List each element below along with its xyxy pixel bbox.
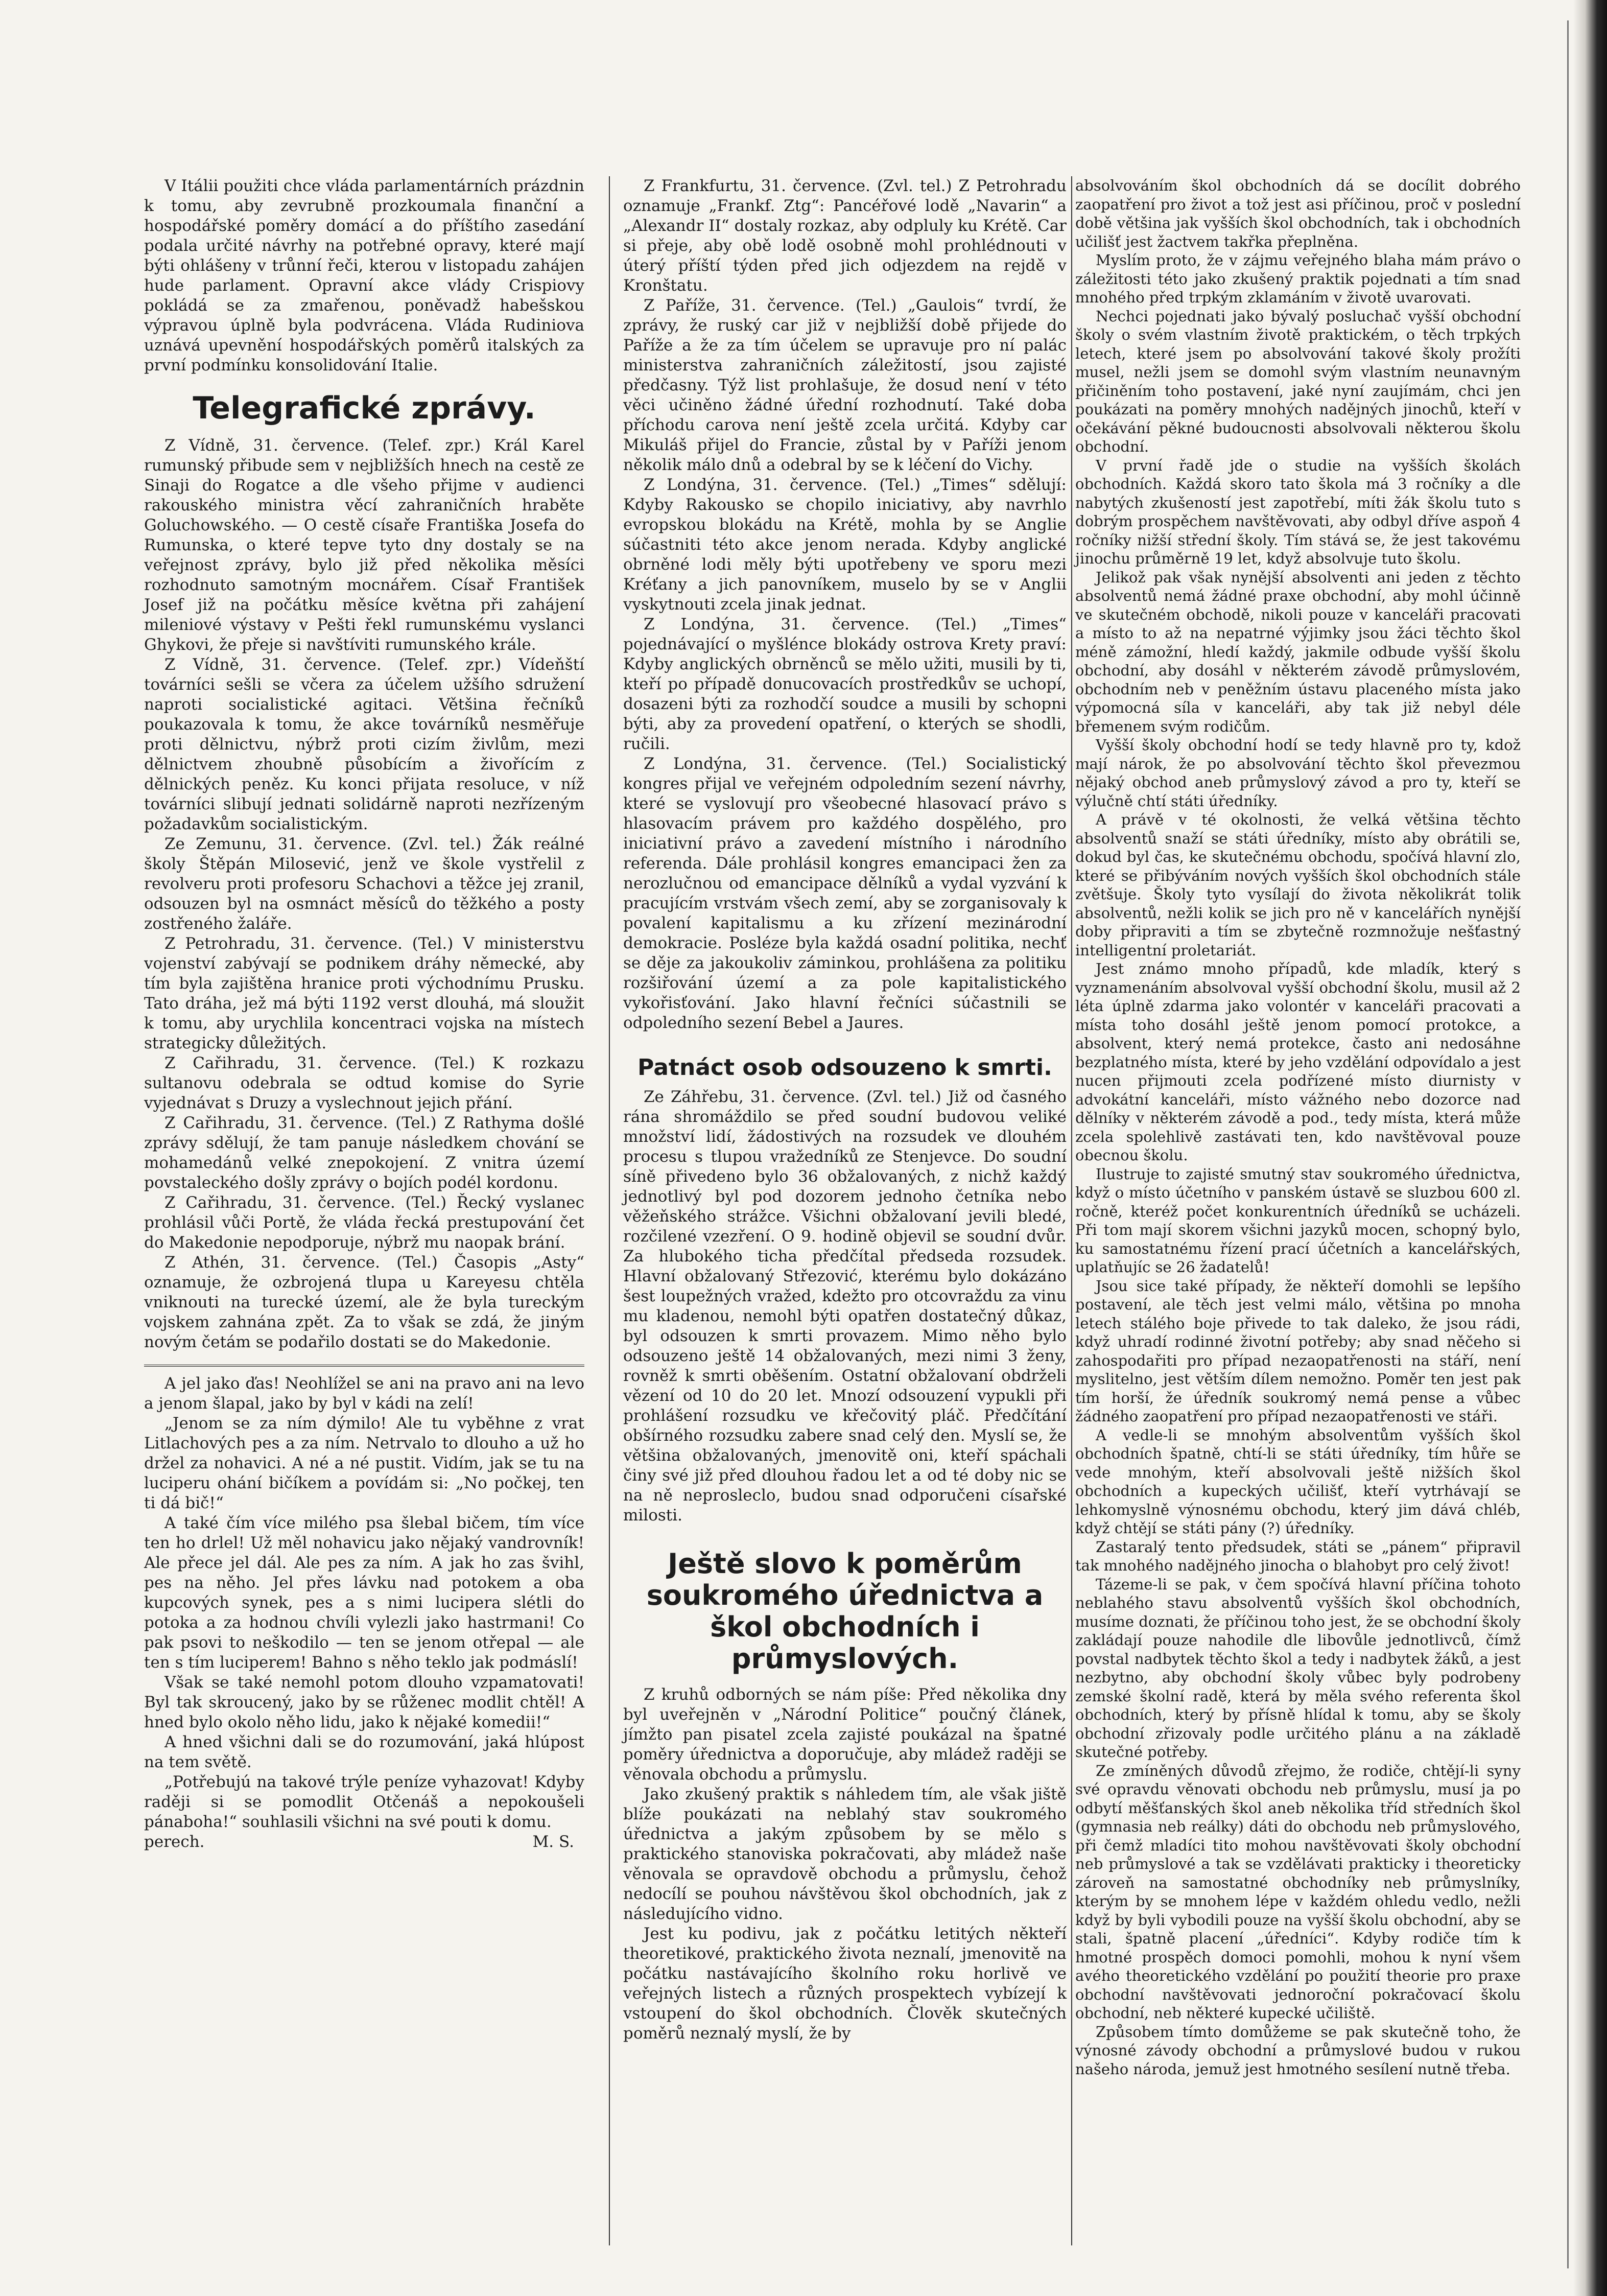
- news-london-1: Z Londýna, 31. července. (Tel.) „Times“ sdělují: Kdyby Rakousko se chopilo iniciativy, aby navrhlo evropskou blokádu na Krétě, mohla by se Anglie súčastniti této akce jenom nerada. Kdyby anglické obrněné lodi měly býti upotřebeny ve sporu mezi Kréťany a jich panovníkem, muselo by se v Anglii vyskytnouti zcela jinak jednat.: [623, 476, 1067, 614]
- feuilleton-signature-line: [144, 1832, 584, 1852]
- news-carihrad-2: Z Cařihradu, 31. července. (Tel.) Z Rathyma došlé zprávy sdělují, že tam panuje následkem chování se mohamedánů velké znepokojení. Z vnitra území povstaleckého došly zprávy o bojích podél kordonu.: [144, 1114, 584, 1192]
- article-clerks-para: Způsobem tímto domůžeme se pak skutečně toho, že výnosné závody obchodní a průmyslové budou v rukou našeho národa, jemuž jest hmotného sesílení nutně třeba.: [1075, 2023, 1521, 2078]
- feuilleton-para: „Jenom se za ním dýmilo! Ale tu vyběhne z vrat Litlachových pes a za ním. Netrvalo to dlouho a už ho držel za nohavici. A né a né pustit. Vidím, jak se tu na luciperu ohání bičíkem a povídám si: „No počkej, ten ti dá bič!“: [144, 1414, 584, 1512]
- column-2: [623, 176, 1067, 2044]
- article-clerks-para: Jest ku podivu, jak z počátku letitých někteří theoretikové, praktického života neznalí, jmenovitě na počátku nastávajícího školního roku horlivě ve veřejných listech a různých prospektech vybízejí k vstoupení do škol obchodních. Člověk skutečných poměrů neznalý myslí, že by: [623, 1925, 1067, 2043]
- article-heading-clerks: Ještě slovo k poměrům soukromého úřednictva a škol obchodních i průmyslových.: [646, 1548, 1044, 1675]
- article-clerks-para: Jsou sice také případy, že někteří domohli se lepšího postavení, ale těch jest velmi málo, většina po mnoha letech stálého boje přivede to tak daleko, že jsou rádi, když uhradí rodinné životní potřeby; aby snad něčeho si zahospodařiti pro případ nezaopatřenosti na stáří, není myslitelno, jest větším dílem nemožno. Poměr ten jest pak tím horší, že úředník soukromý nemá pense a vůbec žádného zaopatření pro případ nezaopatřenosti ve stáři.: [1075, 1277, 1521, 1425]
- news-vienna-2: Z Vídně, 31. července. (Telef. zpr.) Vídeňští továrníci sešli se včera za účelem užšího sdružení naproti socialistické agitaci. Většina řečníků poukazovala k tomu, že akce továrníků nesměřuje proti dělnictvu, nýbrž proti cizím živlům, mezi dělnictvem zhoubně působícím a živořícím z dělnických peněz. Ku konci přijata resoluce, v níž továrníci slibují jednati solidárně naproti nezřízeným požadavkům socialistickým.: [144, 655, 584, 833]
- feuilleton-para: A hned všichni dali se do rozumování, jaká hlúpost na tem světě.: [144, 1733, 584, 1771]
- article-clerks-para: absolvováním škol obchodních dá se docílit dobrého zaopatření pro život a tož jest asi příčinou, proč v poslední době většina jak vyšších škol obchodních, tak i obchodních učilišť jest žactvem takřka přeplněna.: [1075, 177, 1521, 250]
- article-clerks-para: Jest známo mnoho případů, kde mladík, který s vyznamenáním absolvoval vyšší obchodní školu, musil až 2 léta úplně zdarma jako volontér v kanceláři pracovati a místa toho dosáhl ještě jenom pomocí protokce, a absolvent, který nemá protekce, často ani nedosáhne bezplatného místa, které by jeho vzdělání odpovídalo a jest nucen přijmouti zcela podřízené místo diurnisty v advokátní kanceláři, místo vážného nebo dozorce nad dělníky v některém závodě a pod., tedy místa, která může zcela spolehlivě zastávati ten, kdo navštěvoval pouze obecnou školu.: [1075, 960, 1521, 1164]
- article-clerks-para: Myslím proto, že v zájmu veřejného blaha mám právo o záležitosti této jako zkušený praktik pojednati a tím snad mnohého před trpkým zklamáním v životě uvarovati.: [1075, 251, 1521, 306]
- news-athens: Z Athén, 31. července. (Tel.) Časopis „Asty“ oznamuje, že ozbrojená tlupa u Kareyesu chtěla vniknouti na turecké území, ale že byla tureckým vojskem zahnána zpět. Za to však se zdá, že jiným novým četám se podařilo dostati se do Makedonie.: [144, 1253, 584, 1351]
- feuilleton-para: „Potřebujú na takové trýle peníze vyhazovat! Kdyby raději si se pomodlit Otčenáš a nepokoušeli pánaboha!“ souhlasili všichni na své pouti k domu.: [144, 1773, 584, 1831]
- column-separator-1: [609, 176, 610, 2245]
- article-clerks-para: Tázeme-li se pak, v čem spočívá hlavní příčina tohoto neblahého stavu absolventů vyšších škol obchodních, musíme doznati, že příčinou toho jest, že se obchodní školy zakládají pouze nahodile dle libovůle jednotlivců, čímž povstal nadbytek těchto škol a tedy i nadbytek žáků, a jest nezbytno, aby obchodní školy vůbec byly podrobeny zemské školní radě, která by měla svého referenta škol obchodních, který by přísně hlídal k tomu, aby se školy obchodní zřizovaly podle určitého plánu a na základě skutečné potřeby.: [1075, 1575, 1521, 1761]
- article-clerks-para: V první řadě jde o studie na vyšších školách obchodních. Každá skoro tato škola má 3 ročníky a dle nabytých zkušeností jest zapotřebí, míti žák školu tuto s dobrým prospěchem navštěvovati, aby odbyl dříve aspoň 4 ročníky nižší střední školy. Tím stává se, že jest takovému jinochu průměrně 19 let, když absolvuje tuto školu.: [1075, 456, 1521, 567]
- news-paris: Z Paříže, 31. července. (Tel.) „Gaulois“ tvrdí, že zprávy, že ruský car již v nejbližší době přijede do Paříže a že za tím účelem se upravuje pro ní palác ministerstva zahraničních záležitostí, jsou zajisté předčasny. Týž list prohlašuje, že dosud není v této věci učiněno žádné úřední rozhodnutí. Také doba příchodu carova není ještě zcela určitá. Kdyby car Mikuláš přijel do Francie, zůstal by v Paříži jenom několik málo dnů a odebral by se k léčení do Vichy.: [623, 296, 1067, 474]
- news-frankfurt: Z Frankfurtu, 31. července. (Zvl. tel.) Z Petrohradu oznamuje „Frankf. Ztg“: Pancéřové lodě „Navarin“ a „Alexandr II“ dostaly rozkaz, aby odpluly ku Krétě. Car si přeje, aby obě lodě osobně mohl prohlédnouti v úterý příští týden před jich odjezdem na rejdě v Kronštatu.: [623, 177, 1067, 295]
- feuilleton-para: Však se také nemohl potom dlouho vzpamatovati! Byl tak skroucený, jako by se růženec modlit chtěl! A hned bylo okolo něho lidu, jako k nějaké komedii!“: [144, 1673, 584, 1731]
- feuilleton-rule: [144, 1365, 584, 1367]
- column-separator-2: [1071, 176, 1072, 2245]
- article-clerks-para: Ze zmíněných důvodů zřejmo, že rodiče, chtějí-li syny své opravdu věnovati obchodu neb průmyslu, musí ja po odbytí měšťanských škol aneb několika tříd středních škol (gymnasia neb reálky) dáti do obchodu neb průmyslového, při čemž mladíci tito mohou navštěvovati školy obchodní neb průmyslové a tak se vzdělávati prakticky i theoreticky zároveň na samostatné obchodníky neb průmyslníky, kterým by se mnohem lépe v každém ohledu vedlo, nežli když by byli vybodili pouze na vyšší školu obchodní, aby se stali, špatně placení „úředníci“. Kdyby rodiče tím k hmotné prospěch domoci pomohli, mohou k nyní všem avého theoretického vzdělání po použití theorie pro praxe obchodní navštěvovati jednoroční pokračovací školu obchodní, neb některé kupecké učiliště.: [1075, 1762, 1521, 2022]
- page-edge-line: [1567, 20, 1569, 2268]
- feuilleton-end: perech.: [144, 1833, 205, 1851]
- article-clerks-para: Jelikož pak však nynější absolventi ani jeden z těchto absolventů nemá žádné praxe obchodní, aby mohl účinně ve skutečném obchodě, nikoli pouze v kanceláři pracovati a místo to až na nepatrné výjimky jsou žáci těchto škol méně zámožní, hledí každý, jakmile odbude vyšší školu obchodní, aby dosáhl v některém závodě průmyslovém, obchodním neb v peněžním ústavu placeného místa jako výpomocná síla v kanceláři, aby tak již nebyl déle břemenem svým rodičům.: [1075, 568, 1521, 735]
- article-clerks-para: Jako zkušený praktik s náhledem tím, ale však jiště blíže poukázati na neblahý stav soukromého úřednictva a jakým způsobem by se mělo s praktického stanoviska pokračovati, aby mládež naše věnovala se opravdově obchodu a průmyslu, čehož nedocílí se pouhou návštěvou škol obchodních, jak z následujícího vidno.: [623, 1785, 1067, 1923]
- article-clerks-para: Ilustruje to zajisté smutný stav soukromého úřednictva, když o místo účetního v panském ústavě se sluzbou 600 zl. ročně, kteréž počet konkurentních úředníků se ucházeli. Při tom mají skorem všichni jazyků mocen, schopný bylo, ku samostatnému řízení prací účetních a kancelářských, uplatňujíc se 26 žadatelů!: [1075, 1165, 1521, 1276]
- death-sentence-heading: Patnáct osob odsouzeno k smrti.: [637, 1055, 1052, 1081]
- telegraphic-news-heading: Telegrafické zprávy.: [193, 390, 536, 426]
- news-vienna-1: Z Vídně, 31. července. (Telef. zpr.) Král Karel rumunský přibude sem v nejbližších hnech na cestě ze Sinaji do Rogatce a dle všeho přijme v audienci rakouského ministra věcí zahraničních hraběte Goluchowského. — O cestě císaře Františka Josefa do Rumunska, o které tepve tyto dny dostaly se na veřejnost zprávy, bylo již před několika měsíci rozhodnuto samotným mocnářem. Císař František Josef již na počátku měsíce května při zahájení mileniové výstavy v Pešti řekl rumunskému vyslanci Ghykovi, že přeje si navštíviti rumunského krále.: [144, 436, 584, 654]
- article-clerks-para: Nechci pojednati jako bývalý posluchač vyšší obchodní školy o svém vlastním životě praktickém, o těch trpkých letech, které jsem po absolvování takové školy prožíti musel, nežli jsem se domohl svým vlastním neunavným přičiněním toho postavení, jaké nyní zaujímám, chci jen poukázati na poměry mnohých nadějných jinochů, kteří v očekávání pěkné budoucnosti absolvovali některou školu obchodní.: [1075, 307, 1521, 455]
- feuilleton-para: A jel jako ďas! Neohlížel se ani na pravo ani na levo a jenom šlapal, jako by byl v kádi na zelí!: [144, 1374, 584, 1413]
- article-clerks-para: A vedle-li se mnohým absolventům vyšších škol obchodních špatně, chtí-li se státi úředníky, tím hůře se vede mnohým, kteří absolvovali ještě nižších škol obchodních a kupeckých učilišť, kteří vytrhávají se lehkomyslně výnosnému obchodu, který jim dává chléb, když chtějí se státi pány (?) úředníky.: [1075, 1426, 1521, 1537]
- article-clerks-para: Vyšší školy obchodní hodí se tedy hlavně pro ty, kdož mají nárok, že po absolvování těchto škol převezmou nějaký obchod aneb průmyslový závod a pro ty, kteří se výlučně chtí státi úředníky.: [1075, 736, 1521, 810]
- news-zagreb: Ze Záhřebu, 31. července. (Zvl. tel.) Již od časného rána shromáždilo se před soudní budovou veliké množství lidí, žádostivých na rozsudek ve dlouhém procesu s tlupou vražedníků ze Stenjevce. Do soudní síně přivedeno bylo 36 obžalovaných, z nichž každý jednotlivý byl pod dozorem jednoho četníka nebo věžeňského strážce. Všichni obžalovaní jevili bledé, rozčilené vzezření. O 9. hodině objevil se soudní dvůr. Za hlubokého ticha předčítal předseda rozsudek. Hlavní obžalovaný Střezović, kterému bylo dokázáno šest loupežných vražed, kdežto pro otcovraždu za vinu mu kladenou, nemohl býti opatřen dostatečný důkaz, byl odsouzen k smrti provazem. Mimo něho bylo odsouzeno ještě 14 obžalovaných, mezi nimi 3 ženy, rovněž k smrti oběšením. Ostatní obžalovaní obdrželi vězení od 10 do 20 let. Mnozí odsouzení vypukli při prohlášení rozsudku ve křečovitý pláč. Předčítání obšírného rozsudku zabere snad celý den. Myslí se, že většina obžalovaných, jmenovitě oni, kteří spáchali činy své již před dlouhou řadou let a od té doby nic se na ně neprosleclo, budou snad odporučeni císařské milosti.: [623, 1088, 1067, 1525]
- news-carihrad-3: Z Cařihradu, 31. července. (Tel.) Řecký vyslanec prohlásil vůči Portě, že vláda řecká prestupování čet do Makedonie nepodporuje, nýbrž mu naopak brání.: [144, 1193, 584, 1252]
- feuilleton-signature: M. S.: [532, 1833, 574, 1851]
- page-edge-shadow: [1573, 0, 1607, 2296]
- news-carihrad-1: Z Cařihradu, 31. července. (Tel.) K rozkazu sultanovu odebrala se odtud komise do Syrie vyjednávat s Druzy a vyslechnout jejich přání.: [144, 1054, 584, 1112]
- news-petrohrad: Z Petrohradu, 31. července. (Tel.) V ministerstvu vojenství zabývají se podnikem dráhy německé, aby tím byla zajištěna hranice proti východnímu Prusku. Tato dráha, jež má býti 1192 verst dlouhá, má sloužit k tomu, aby urychlila koncentraci vojska na místech strategicky důležitých.: [144, 934, 584, 1052]
- news-london-2: Z Londýna, 31. července. (Tel.) „Times“ pojednávající o myšlénce blokády ostrova Krety praví: Kdyby anglických obrněnců se mělo užiti, musili by ti, kteří po případě donucovacích prostředkův se uchopí, dosazeni býti za rozhodčí soudce a musili by schopni býti, aby za provedení opatření, o kterých se shodli, ručili.: [623, 615, 1067, 753]
- article-clerks-para: Zastaralý tento předsudek, státi se „pánem“ připravil tak mnohého nadějného jinocha o blahobyt pro celý život!: [1075, 1538, 1521, 1574]
- article-italy: V Itálii použiti chce vláda parlamentárních prázdnin k tomu, aby zevrubně prozkoumala finanční a hospodářské poměry domácí a do příštího zasedání podala určité návrhy na potřebné opravy, které mají býti ohlášeny v trůnní řeči, kterou v listopadu zahájen hude parlament. Opravní akce vlády Crispiovy pokládá se za zmařenou, poněvadž habešskou výpravou úplně byla podvrácena. Vláda Rudiniova uznává upevnění hospodářských poměrů italských za první podmínku konsolidování Italie.: [144, 177, 584, 374]
- feuilleton-para: A také čím více milého psa šlebal bičem, tím více ten ho drlel! Už měl nohavicu jako nějaký vandrovník! Ale přece jel dál. Ale pes za ním. A jak ho zas švihl, pes na něho. Jel přes lávku nad potokem a oba kupcových synek, pes a s nimi lucipera slétli do potoka a za hodnou chvíli vylezli jako hastrmani! Co pak psovi to neškodilo — ten se jenom otřepal — ale ten s tím luciperem! Bahno s něho teklo jak podmáslí!: [144, 1514, 584, 1672]
- article-clerks-para: Z kruhů odborných se nám píše: Před několika dny byl uveřejněn v „Národní Politice“ poučný článek, jímžto pan pisatel zcela zajisté poukázal na špatné poměry úřednictva a doporučuje, aby mládež raději se věnovala obchodu a průmyslu.: [623, 1685, 1067, 1784]
- column-3: [1075, 176, 1521, 2078]
- news-london-3: Z Londýna, 31. července. (Tel.) Socialistický kongres přijal ve veřejném odpoledním sezení návrhy, které se vyslovují pro všeobecné hlasovací právo s hlasovacím právem pro každého dospělého, pro iniciativní právo a zavedení místního i národního referenda. Dále prohlásil kongres emancipaci žen za nerozlučnou od emancipace dělníků a vydal vyzvání k pracujícím vrstvám všech zemí, aby se zorganisovaly k povalení kapitalismu a ku zřízení mezinárodní demokracie. Posléze byla každá osadní politika, nechť se děje za jakoukoliv záminkou, prohlášena za politiku rozšiřování území a za pole kapitalistického vykořisťování. Jako hlavní řečníci súčastnili se odpoledního sezení Bebel a Jaures.: [623, 755, 1067, 1032]
- article-clerks-para: A právě v té okolnosti, že velká většina těchto absolventů snaží se státi úředníky, místo aby obrátili se, dokud byl čas, ke skutečnému obchodu, spočívá hlavní zlo, které se přibýváním nových vyšších škol obchodních stále zvětšuje. Školy tyto vysílají do života několikrát tolik absolventů, nežli kolik se jich pro ně v kancelářích nynější doby připraviti a tím se zbytečně rozmnožuje nešťastný intelligentní proletariát.: [1075, 811, 1521, 959]
- column-1: [144, 176, 584, 1852]
- news-zemun: Ze Zemunu, 31. července. (Zvl. tel.) Žák reálné školy Štěpán Milosević, jenž ve škole vystřelil z revolveru proti profesoru Schachovi a těžce jej zranil, odsouzen byl na osmnáct měsíců do těžkého a posty zostřeného žaláře.: [144, 835, 584, 933]
